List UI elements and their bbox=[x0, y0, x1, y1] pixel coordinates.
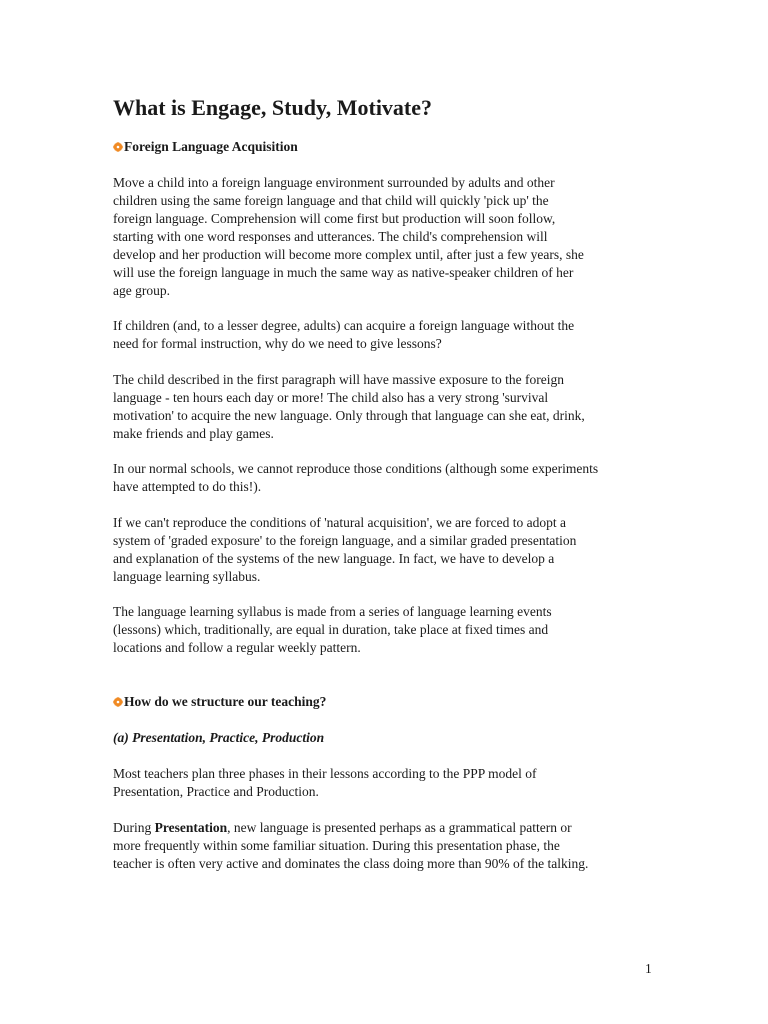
paragraph-line: Move a child into a foreign language environment surrounded by adults and other bbox=[113, 175, 555, 190]
paragraph-line: locations and follow a regular weekly pattern. bbox=[113, 640, 361, 655]
paragraph-line: have attempted to do this!). bbox=[113, 479, 262, 494]
paragraph-line: make friends and play games. bbox=[113, 426, 274, 441]
paragraph-line: If we can't reproduce the conditions of 'natural acquisition', we are forced to adopt a bbox=[113, 515, 566, 530]
section-heading-foreign-language-acquisition bbox=[113, 138, 298, 156]
paragraph-line: (lessons) which, traditionally, are equal in duration, take place at fixed times and bbox=[113, 622, 549, 637]
presentation-lead-text: During bbox=[113, 820, 155, 835]
paragraph-line: motivation' to acquire the new language. Only through that language can she eat, drink, bbox=[113, 408, 585, 423]
paragraph-line: The child described in the first paragraph will have massive exposure to the foreign bbox=[113, 372, 564, 387]
paragraph-syllabus bbox=[113, 603, 673, 657]
paragraph-line: If children (and, to a lesser degree, adults) can acquire a foreign language without the bbox=[113, 318, 575, 333]
presentation-bold-term: Presentation bbox=[154, 820, 228, 835]
section-heading-text: How do we structure our teaching? bbox=[124, 694, 327, 709]
paragraph-line: Presentation, Practice and Production. bbox=[113, 784, 319, 799]
paragraph-line: and explanation of the systems of the new language. In fact, we have to develop a bbox=[113, 551, 555, 566]
paragraph-line: starting with one word responses and utterances. The child's comprehension will bbox=[113, 229, 548, 244]
paragraph-formal-instruction bbox=[113, 317, 673, 353]
paragraph-line: system of 'graded exposure' to the foreign language, and a similar graded presentation bbox=[113, 533, 577, 548]
paragraph-line: Most teachers plan three phases in their lessons according to the PPP model of bbox=[113, 766, 537, 781]
paragraph-line: age group. bbox=[113, 283, 170, 298]
paragraph-line: The language learning syllabus is made from a series of language learning events bbox=[113, 604, 552, 619]
paragraph-line: language learning syllabus. bbox=[113, 569, 261, 584]
paragraph-line: teacher is often very active and dominates the class doing more than 90% of the talking. bbox=[113, 856, 589, 871]
paragraph-graded-exposure bbox=[113, 514, 673, 586]
flower-bullet-icon bbox=[113, 697, 123, 707]
paragraph-line bbox=[113, 819, 673, 837]
subheading-ppp: (a) Presentation, Practice, Production bbox=[113, 730, 325, 745]
paragraph-line: will use the foreign language in much the same way as native-speaker children of her bbox=[113, 265, 574, 280]
paragraph-line: children using the same foreign language and that child will quickly 'pick up' the bbox=[113, 193, 549, 208]
paragraph-normal-schools bbox=[113, 460, 673, 496]
presentation-rest-text: , new language is presented perhaps as a grammatical pattern or bbox=[227, 820, 572, 835]
flower-bullet-icon bbox=[113, 142, 123, 152]
paragraph-line: need for formal instruction, why do we need to give lessons? bbox=[113, 336, 442, 351]
paragraph-child-acquisition bbox=[113, 174, 673, 300]
page-number: 1 bbox=[645, 961, 652, 976]
paragraph-line: more frequently within some familiar situation. During this presentation phase, the bbox=[113, 838, 560, 853]
paragraph-ppp-model bbox=[113, 765, 673, 801]
paragraph-presentation-phase bbox=[113, 819, 673, 873]
section-heading-text: Foreign Language Acquisition bbox=[124, 139, 298, 154]
page-title: What is Engage, Study, Motivate? bbox=[113, 95, 433, 120]
paragraph-line: language - ten hours each day or more! The child also has a very strong 'survival bbox=[113, 390, 549, 405]
paragraph-line: In our normal schools, we cannot reproduce those conditions (although some experiments bbox=[113, 461, 599, 476]
paragraph-line: develop and her production will become more complex until, after just a few years, she bbox=[113, 247, 584, 262]
section-heading-structure-teaching bbox=[113, 693, 326, 711]
paragraph-line: foreign language. Comprehension will come first but production will soon follow, bbox=[113, 211, 556, 226]
paragraph-massive-exposure bbox=[113, 371, 673, 443]
